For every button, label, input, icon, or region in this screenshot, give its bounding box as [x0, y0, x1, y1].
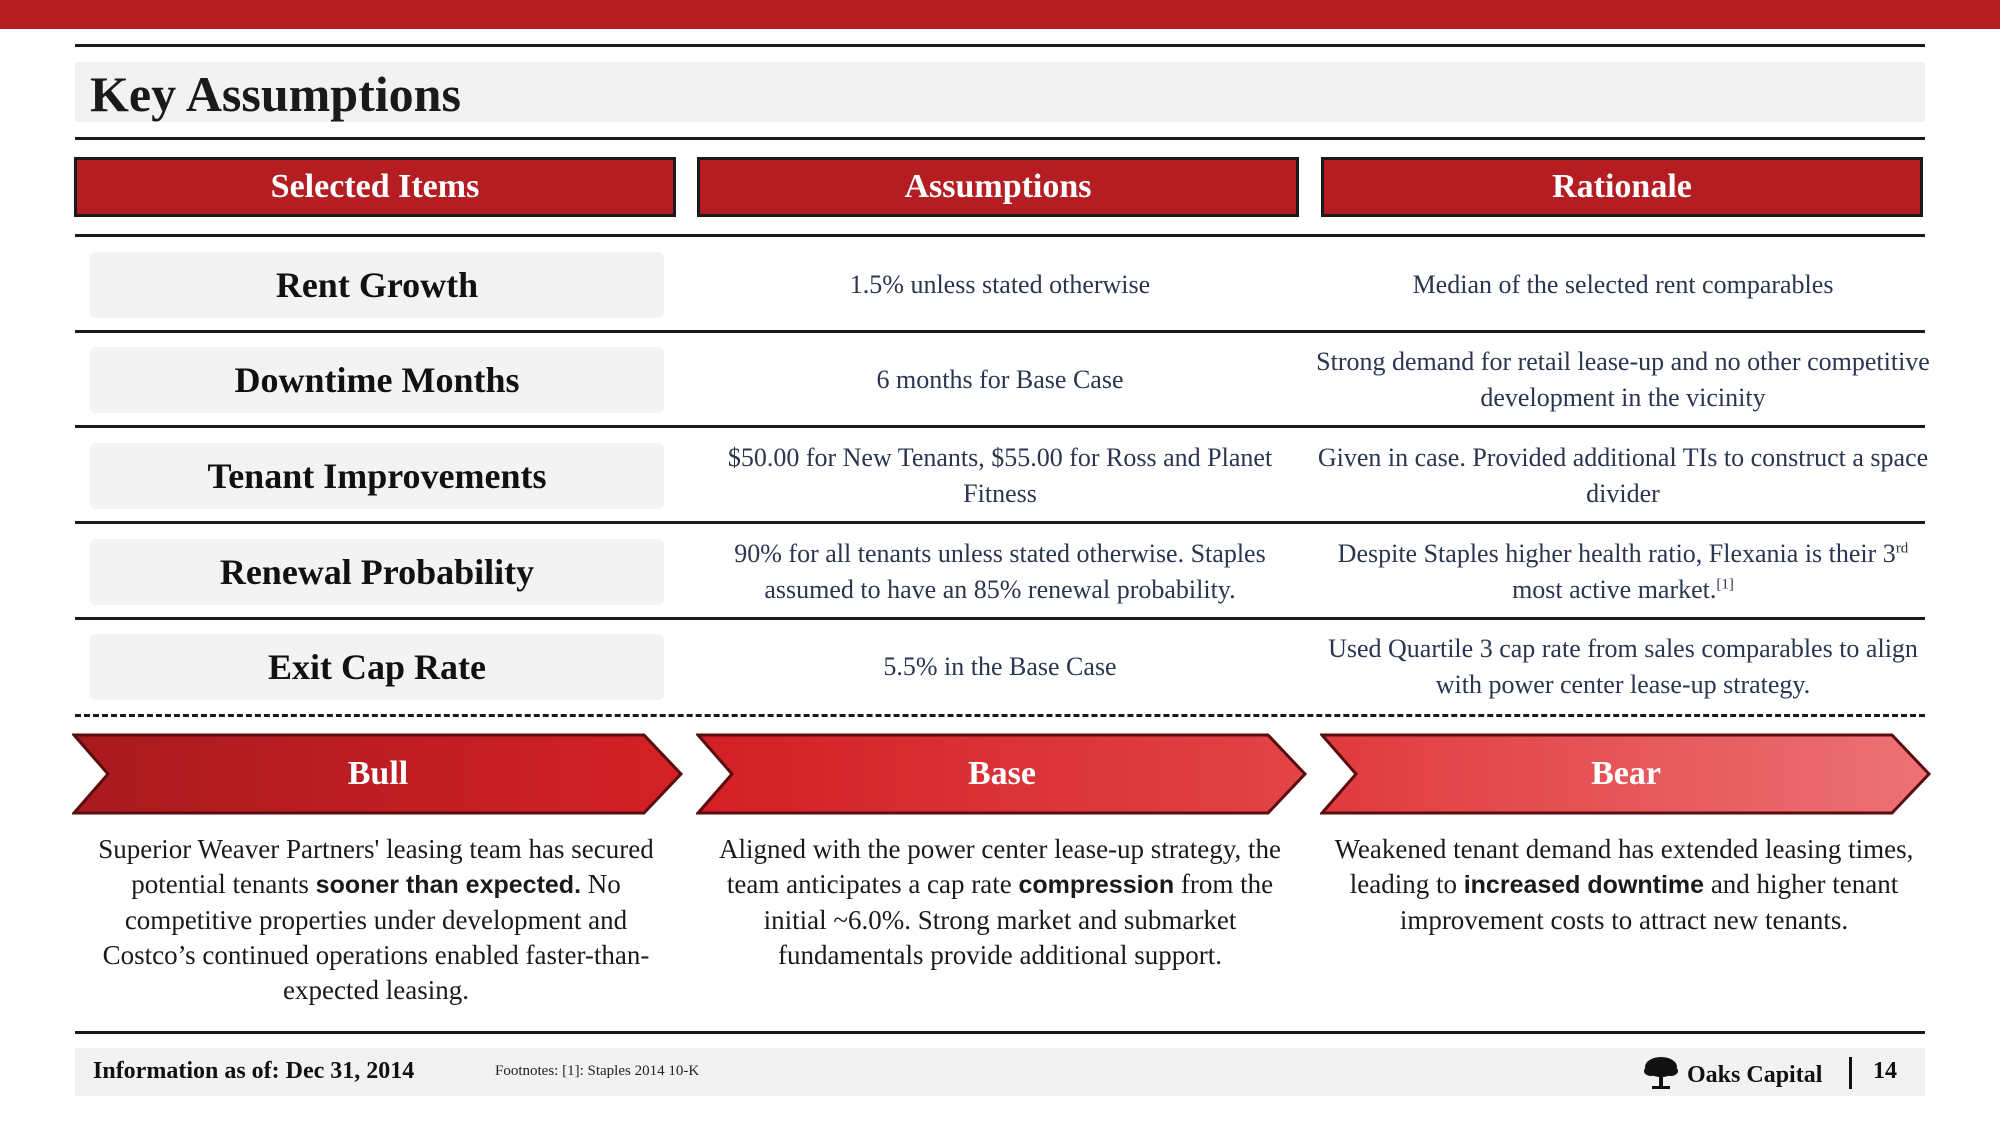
rationale-rent-growth: Median of the selected rent comparables: [1412, 270, 1834, 299]
page-number: 14: [1873, 1058, 1897, 1084]
title-bottom-rule: [75, 137, 1925, 140]
item-exit-cap-rate: Exit Cap Rate: [90, 634, 664, 700]
assumption-tenant-improvements: $50.00 for New Tenants, $55.00 for Ross and Planet Fitness: [727, 443, 1273, 508]
item-renewal-probability: Renewal Probability: [90, 539, 664, 605]
scenario-bull-chevron: [72, 733, 684, 815]
header-selected-items: Selected Items: [74, 157, 676, 217]
rationale-downtime-months: Strong demand for retail lease-up and no other competitive development in the vicinity: [1316, 347, 1930, 412]
scenario-base-label: Base: [968, 755, 1036, 792]
scenario-bull-description: [76, 832, 676, 1008]
desc-emphasis: sooner than expected.: [315, 871, 582, 899]
scenario-bear-label: Bear: [1591, 755, 1661, 792]
desc-text: Superior Weaver Partners' leasing team has secured potential tenants: [98, 834, 654, 899]
item-downtime-months: Downtime Months: [90, 347, 664, 413]
desc-text: No competitive properties under development and Costco’s continued operations enabled faster-than-expected leasing.: [102, 869, 650, 1005]
scenario-bull-label: Bull: [347, 755, 409, 792]
assumption-exit-cap-rate: 5.5% in the Base Case: [883, 652, 1117, 681]
rationale-tenant-improvements: Given in case. Provided additional TIs to construct a space divider: [1317, 443, 1929, 508]
scenario-base-chevron: [696, 733, 1308, 815]
item-rent-growth: Rent Growth: [90, 252, 664, 318]
scenario-bear-description: [1324, 832, 1924, 938]
desc-text: and higher tenant improvement costs to attract new tenants.: [1399, 869, 1899, 935]
desc-text: from the initial ~6.0%. Strong market and submarket fundamentals provide additional support.: [763, 869, 1274, 970]
assumption-renewal-probability: 90% for all tenants unless stated otherwise. Staples assumed to have an 85% renewal probability.: [734, 539, 1266, 604]
row-divider: [75, 234, 1925, 237]
superscript-ordinal: rd: [1895, 540, 1909, 557]
desc-emphasis: compression: [1018, 871, 1175, 899]
footer-top-rule: [75, 1031, 1925, 1034]
footnote: Footnotes: [1]: Staples 2014 10-K: [495, 1063, 700, 1079]
assumption-rent-growth: 1.5% unless stated otherwise: [849, 270, 1151, 299]
item-tenant-improvements: Tenant Improvements: [90, 443, 664, 509]
top-accent-bar: [0, 0, 2000, 29]
dashed-divider: [75, 714, 1925, 717]
desc-text: Weakened tenant demand has extended leasing times, leading to: [1334, 834, 1914, 899]
desc-emphasis: increased downtime: [1463, 871, 1705, 899]
row-divider: [75, 521, 1925, 524]
row-divider: [75, 425, 1925, 428]
scenario-base-description: [700, 832, 1300, 973]
row-divider: [75, 617, 1925, 620]
header-assumptions: Assumptions: [697, 157, 1299, 217]
assumption-downtime-months: 6 months for Base Case: [876, 365, 1124, 394]
desc-text: Aligned with the power center lease-up strategy, the team anticipates a cap rate: [718, 834, 1282, 899]
oak-tree-icon: [1643, 1056, 1679, 1095]
rationale-exit-cap-rate: Used Quartile 3 cap rate from sales comparables to align with power center lease-up strategy.: [1328, 634, 1918, 699]
footer-separator: [1849, 1057, 1852, 1089]
brand-name: Oaks Capital: [1687, 1062, 1823, 1088]
rationale-text: Despite Staples higher health ratio, Flexania is their 3: [1337, 539, 1896, 568]
title-top-rule: [75, 44, 1925, 47]
brand: [1643, 1056, 1822, 1095]
rationale-text: most active market.: [1512, 575, 1717, 604]
page-title: Key Assumptions: [90, 66, 461, 122]
rationale-renewal-probability: [1313, 527, 1933, 617]
scenario-bear-chevron: [1320, 733, 1932, 815]
footnote-ref: [1]: [1716, 576, 1734, 593]
info-date: Information as of: Dec 31, 2014: [93, 1058, 415, 1084]
header-rationale: Rationale: [1321, 157, 1923, 217]
row-divider: [75, 330, 1925, 333]
